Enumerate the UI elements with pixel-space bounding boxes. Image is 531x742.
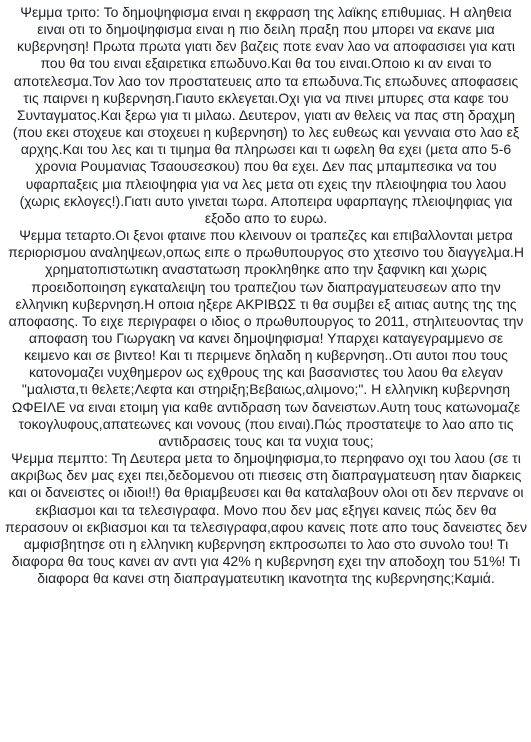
paragraph-third-lie: Ψεμμα τριτο: Το δημοψηφισμα ειναι η εκφραση της λαϊκης επιθυμιας. Η αληθεια ειναι οτι το δημοψηφισμα ειναι η πιο δειλη πραξη που μπορει να εκανε μια κυβερνηση! Πρωτα πρωτα γιατι δεν βαζεις ποτε εναν λαο να αποφασισει για κατι που θα του ειναι εξαιρετικα επωδυνο.Και θα του ειναι.Οποιο κι αν ειναι το αποτελεσμα.Τον λαο τον προστατευεις απο τα επωδυνα.Τις επωδυνες αποφασεις τις παιρνει η κυβερνηση.Γιαυτο εκλεγεται.Οχι για να πινει μπυρες στα καφε του Συνταγματος.Και ξερω για τι μιλαω. Δευτερον, γιατι αν θελεις να πας στη δραχμη (που εκει στοχευε και στοχευει η κυβερνηση) το λες ευθεως και γενναια στο λαο εξ αρχης.Και του λες και τι τιμημα θα πληρωσει και τι ωφελη θα εχει (μετα απο 5-6 χρονια Ρουμανιας Τσαουσεσκου) που θα εχει. Δεν πας μπαμπεσικα να του υφαρπαξεις μια πλειοψηφια για να λες μετα οτι εχεις την πλειοψηφια του λαου (χωρις εκλογες!).Γιατι αυτο γινεται τωρα. Αποπειρα υφαρπαγης πλειοψηφιας για εξοδο απο το ευρω. <box>12 4 520 226</box>
paragraph-fourth-lie: Ψεμμα τεταρτο.Οι ξενοι φταινε που κλεινουν οι τραπεζες και επιβαλλονται μετρα περιορισμου αναληψεων,οπως ειπε ο πρωθυπουργος στο χτεσινο του διαγγελμα.Η χρηματοπιστωτικη αναστατωση προκληθηκε απο την ξαφνικη και χωρις προειδοποιηση εγκαταλειψη του τραπεζιου των διαπραγματευσεων απο την ελληνικη κυβερνηση.Η οποια ηξερε ΑΚΡΙΒΩΣ τι θα συμβει εξ αιτιας αυτης της της αποφασης. Το ειχε περιγραφει ο ιδιος ο πρωθυπουργος το 2011, στηλιτευοντας την αποφαση του Γιωργακη να κανει δημοψηφισμα! Υπαρχει καταγεγραμμενο σε κειμενο και σε βιντεο! Και τι περιμενε δηλαδη η κυβερνηση..Οτι αυτοι που τους κατονομαζει νυχθημερον ως εχθρους της και βασανιστες του λαου θα ελεγαν "μαλιστα,τι θελετε;Λεφτα και στηριξη;Βεβαιως,αλιμονο;". Η ελληνικη κυβερνηση ΩΦΕΙΛΕ να ειναι ετοιμη για καθε αντιδραση των δανειστων.Αυτη τους κατωνομαζε τοκογλυφους,απατεωνες και νονους (που ειναι).Πώς προστατεψε το λαο απο τις αντιδρασεις τους και τα νυχια τους; <box>8 227 524 449</box>
paragraph-fifth-lie: Ψεμμα πεμπτο: Τη Δευτερα μετα το δημοψηφισμα,το περηφανο οχι του λαου (σε τι ακριβως δεν μας εχει πει,δεδομενου οτι πιεσεις στη διαπραγματευση ηταν διαρκεις και οι δανειστες οι ιδιοι!!) θα θριαμβευσει και θα καταλαβουν ολοι οτι δεν περνανε οι εκβιασμοι και τα τελεσιγραφα. Μονο που δεν μας εξηγει κανεις πώς δεν θα περασουν οι εκβιασμοι και τα τελεσιγραφα,αφου κανεις ποτε απο τους δανειστες δεν αμφισβητησε οτι η ελληνικη κυβερνηση εκπροσωπει το λαο στο συνολο του! Τι διαφορα θα τους κανει αν αντι για 42% η κυβερνηση εχει την αποδοχη του 51%! Τι διαφορα θα κανει στη διαπραγματευτικη ικανοτητα της κυβερνησης;Καμιά. <box>5 450 527 587</box>
